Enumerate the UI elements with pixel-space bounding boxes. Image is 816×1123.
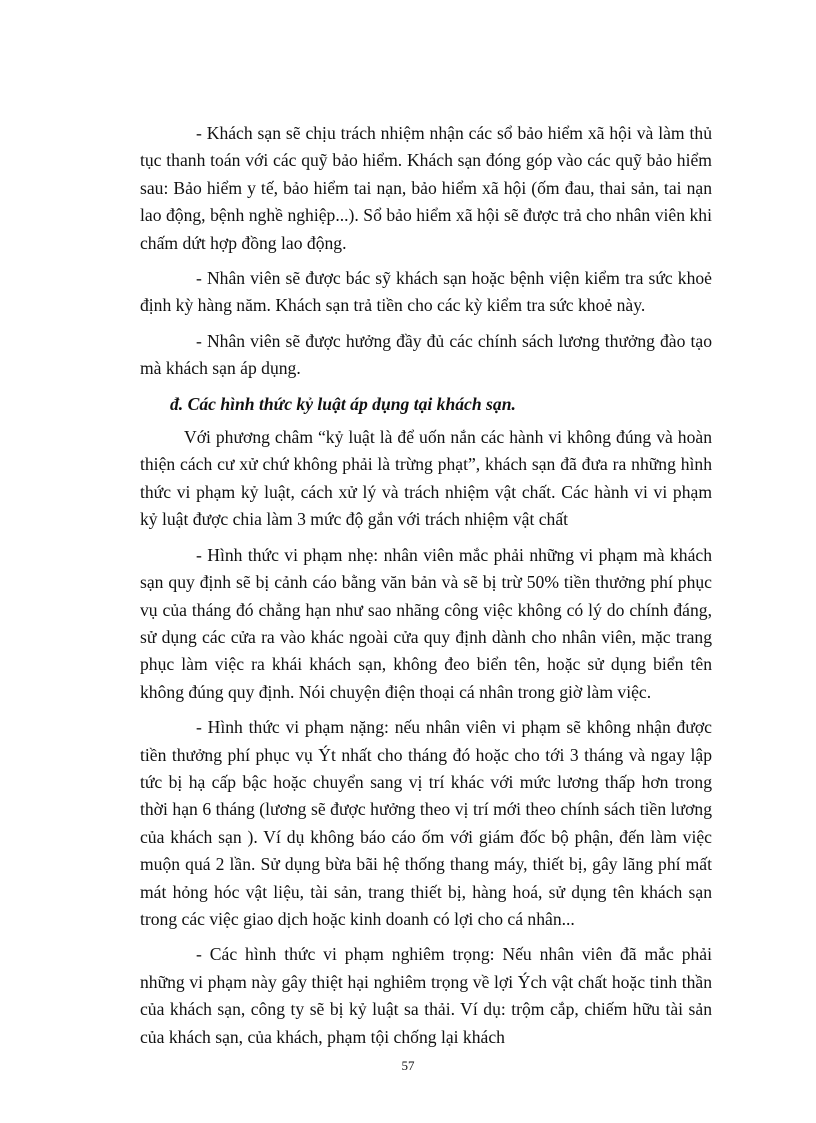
paragraph-major-violation: - Hình thức vi phạm nặng: nếu nhân viên vi phạm sẽ không nhận được tiền thưởng phí phục vụ Ýt nhất cho tháng đó hoặc cho tới 3 tháng và ngay lập tức bị hạ cấp bậc hoặc chuyển sang vị trí khác với mức lương thấp hơn trong thời hạn 6 tháng (lương sẽ được hưởng theo vị trí mới theo chính sách tiền lương của khách sạn ). Ví dụ không báo cáo ốm với giám đốc bộ phận, đến làm việc muộn quá 2 lần. Sử dụng bừa bãi hệ thống thang máy, thiết bị, gây lãng phí mất mát hỏng hóc vật liệu, tài sản, trang thiết bị, hàng hoá, sử dụng tên khách sạn trong các việc giao dịch hoặc kinh doanh có lợi cho cá nhân... bbox=[140, 717, 712, 929]
section-heading: đ. Các hình thức kỷ luật áp dụng tại khách sạn. bbox=[170, 393, 516, 414]
page-number: 57 bbox=[401, 1058, 415, 1073]
paragraph-serious-violation: - Các hình thức vi phạm nghiêm trọng: Nếu nhân viên đã mắc phải những vi phạm này gây thiệt hại nghiêm trọng về lợi Ých vật chất hoặc tinh thần của khách sạn, công ty sẽ bị kỷ luật sa thải. Ví dụ: trộm cắp, chiếm hữu tài sản của khách sạn, của khách, phạm tội chống lại khách bbox=[140, 944, 712, 1047]
paragraph-social-insurance: - Khách sạn sẽ chịu trách nhiệm nhận các sổ bảo hiểm xã hội và làm thủ tục thanh toán với các quỹ bảo hiểm. Khách sạn đóng góp vào các quỹ bảo hiểm sau: Bảo hiểm y tế, bảo hiểm tai nạn, bảo hiểm xã hội (ốm đau, thai sản, tai nạn lao động, bệnh nghề nghiệp...). Sổ bảo hiểm xã hội sẽ được trả cho nhân viên khi chấm dứt hợp đồng lao động. bbox=[140, 123, 712, 253]
paragraph-minor-violation: - Hình thức vi phạm nhẹ: nhân viên mắc phải những vi phạm mà khách sạn quy định sẽ bị cảnh cáo bằng văn bản và sẽ bị trừ 50% tiền thưởng phí phục vụ của tháng đó chẳng hạn như sao nhãng công việc không có lý do chính đáng, sử dụng các cửa ra vào khác ngoài cửa quy định dành cho nhân viên, mặc trang phục làm việc ra khái khách sạn, không đeo biển tên, hoặc sử dụng biển tên không đúng quy định. Nói chuyện điện thoại cá nhân trong giờ làm việc. bbox=[140, 544, 712, 702]
document-page bbox=[140, 120, 712, 1051]
paragraph-discipline-intro: Với phương châm “kỷ luật là để uốn nắn các hành vi không đúng và hoàn thiện cách cư xử chứ không phải là trừng phạt”, khách sạn đã đưa ra những hình thức vi phạm kỷ luật, cách xử lý và trách nhiệm vật chất. Các hành vi vi phạm kỷ luật được chia làm 3 mức độ gắn với trách nhiệm vật chất bbox=[140, 427, 712, 530]
paragraph-health-check: - Nhân viên sẽ được bác sỹ khách sạn hoặc bệnh viện kiểm tra sức khoẻ định kỳ hàng năm. Khách sạn trả tiền cho các kỳ kiểm tra sức khoẻ này. bbox=[140, 268, 712, 316]
paragraph-salary-policy: - Nhân viên sẽ được hưởng đầy đủ các chính sách lương thưởng đào tạo mà khách sạn áp dụng. bbox=[140, 330, 712, 379]
